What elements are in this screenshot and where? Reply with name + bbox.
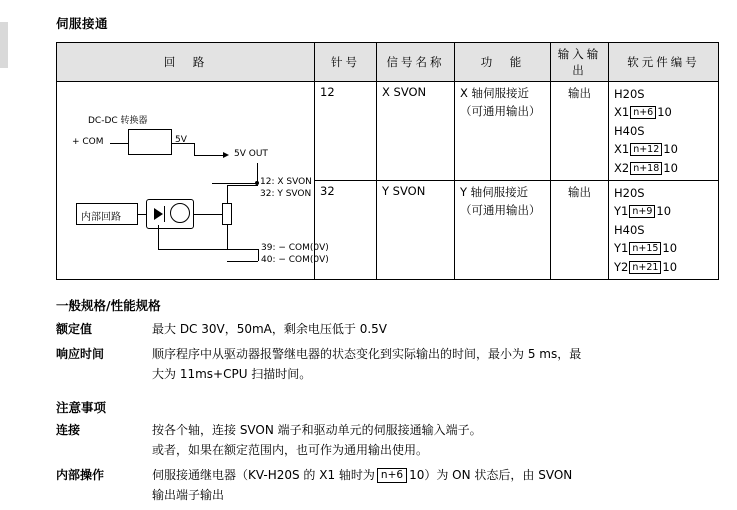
com-wire [110,143,128,144]
spec-term-response-time: 响应时间 [56,346,105,361]
note-offset-box: n+6 [377,468,407,483]
header-function: 功 能 [455,43,551,82]
function-y-line2: （可通用输出） [460,202,541,217]
page-title: 伺服接通 [56,16,109,31]
inner-circuit-label: 内部回路 [81,212,121,223]
code-dev-x2-h40s: X2 [614,160,630,175]
spec-row-response-time [56,345,696,385]
code-row-x1-h20s [614,103,713,121]
circuit-diagram-cell [57,82,329,280]
header-circuit: 回 路 [57,43,315,82]
code-group-h40s [614,122,713,177]
ground-rail-2 [227,261,258,262]
cell-pin-12: 12 [315,82,377,181]
code-num-10: 10 [663,160,678,175]
note-desc-connection-line2: 或者，如果在额定范围内，也可作为通用输出使用。 [152,443,429,458]
phototransistor-symbol-icon [170,203,190,223]
note-term-internal-operation: 内部操作 [56,467,105,482]
ground-wire-left [158,225,159,249]
code-dev-y2-h40s: Y2 [614,259,629,274]
cell-pin-32: 32 [315,180,377,279]
opto-wire-out [194,214,222,215]
specs-title: 一般规格/性能规格 [56,297,161,313]
code-num-10: 10 [662,259,678,274]
v5-wire-b [194,155,224,156]
converter-box [128,129,172,155]
ground-rail-1 [158,249,227,250]
code-dev-x1: X1 [614,105,630,120]
cell-function-y [455,180,551,279]
note-desc-internal-operation [152,466,696,506]
code-dev-y1: Y1 [614,204,629,219]
code-offset-box: n+15 [629,242,661,255]
code-offset-box: n+9 [629,205,655,218]
table-header-row [57,43,719,82]
specs-list [56,320,696,384]
note-row-connection [56,421,696,461]
led-symbol-icon [154,208,163,220]
v5out-arrow-icon [223,152,229,158]
resistor-wire-up [227,185,228,203]
function-x-line2: （可通用输出） [460,103,541,118]
code-offset-box: n+6 [630,106,656,119]
code-offset-box: n+12 [630,143,662,156]
spec-desc-response-line1: 顺序程序中从驱动器报警继电器的状态变化到实际输出的时间，最小为 5 ms，最 [152,346,582,361]
resistor-wire-down [227,225,228,249]
v5-label: 5V [175,135,187,145]
ground-tie [258,249,259,261]
spec-desc-rating-line1: 最大 DC 30V，50mA，剩余电压低于 0.5V [152,321,388,336]
cell-signal-x-svon: X SVON [377,82,455,181]
code-head-h40s: H40S [614,222,645,237]
notes-list [56,421,696,505]
code-group-h20s [614,184,713,221]
opto-wire-in [138,214,146,215]
code-head-h20s: H20S [614,87,645,101]
pin32-label: 32: Y SVON [260,189,312,199]
servo-on-table [56,42,719,280]
resistor-symbol-icon [222,203,232,225]
dcdc-converter-label: DC-DC 转换器 [88,116,148,126]
header-io: 输入输出 [551,43,609,82]
code-row-y1-h40s [614,239,713,257]
cell-device-code-y [609,180,719,279]
note-desc-connection-line1: 按各个轴，连接 SVON 端子和驱动单元的伺服接通输入端子。 [152,423,482,438]
pin-bus-horizontal [212,183,258,184]
code-head-h40s: H40S [614,123,645,138]
cell-device-code-x [609,82,719,181]
code-row-x2-h40s [614,159,713,177]
header-signal-name: 信号名称 [377,43,455,82]
note-desc-post: 10）为 ON 状态后，由 SVON [409,467,573,482]
pin12-label: 12: X SVON [260,177,312,187]
notes-title: 注意事项 [56,400,107,416]
plus-com-label: + COM [72,137,104,147]
code-row-y1-h20s [614,202,713,220]
spec-desc-response-time [152,345,696,385]
v5-wire-drop [194,143,195,155]
header-device-code: 软元件编号 [609,43,719,82]
page-edge-marker [0,22,8,68]
code-group-h20s [614,85,713,122]
cell-signal-y-svon: Y SVON [377,180,455,279]
ground-rail-3 [227,249,258,250]
code-offset-box: n+18 [630,162,662,175]
spec-desc-response-line2: 大为 11ms+CPU 扫描时间。 [152,366,312,381]
note-desc-internal-line1 [152,466,696,486]
spec-term-rating: 额定值 [56,321,93,336]
code-dev-x1-h40s: X1 [614,142,630,157]
v5out-label: 5V OUT [234,149,268,159]
spec-desc-rating [152,320,696,340]
header-pin: 针号 [315,43,377,82]
cell-io-y: 输出 [551,180,609,279]
function-y-line1: Y 轴伺服接近 [460,184,529,199]
note-term-connection: 连接 [56,423,81,438]
function-x-line1: X 轴伺服接近 [460,86,530,100]
v5-wire-a [172,143,194,144]
code-num-10: 10 [656,204,672,219]
circuit-diagram [62,85,329,271]
resistor-wire-top [227,185,258,186]
code-num-10: 10 [663,142,678,157]
cell-function-x [455,82,551,181]
code-row-y2-h40s [614,258,713,276]
pin-bus-vertical [257,163,258,183]
pin40-label: 40: − COM(0V) [261,255,329,265]
code-offset-box: n+21 [629,261,661,274]
note-desc-connection [152,421,696,461]
pin39-label: 39: − COM(0V) [261,243,329,253]
junction-dot [255,181,259,185]
spec-row-rating [56,320,696,340]
table-row [57,82,719,181]
cell-io-x: 输出 [551,82,609,181]
code-group-h40s [614,221,713,276]
page-content [56,0,726,510]
note-row-internal-operation [56,466,696,506]
note-desc-internal-line2: 输出端子输出 [152,487,225,502]
code-num-10: 10 [657,105,672,120]
code-num-10: 10 [662,241,678,256]
note-desc-pre: 伺服接通继电器（KV-H20S 的 X1 轴时为 [152,467,375,482]
led-bar [164,206,165,222]
code-row-x1-h40s [614,140,713,158]
code-dev-y1-h40s: Y1 [614,241,629,256]
code-head-h20s: H20S [614,185,645,200]
